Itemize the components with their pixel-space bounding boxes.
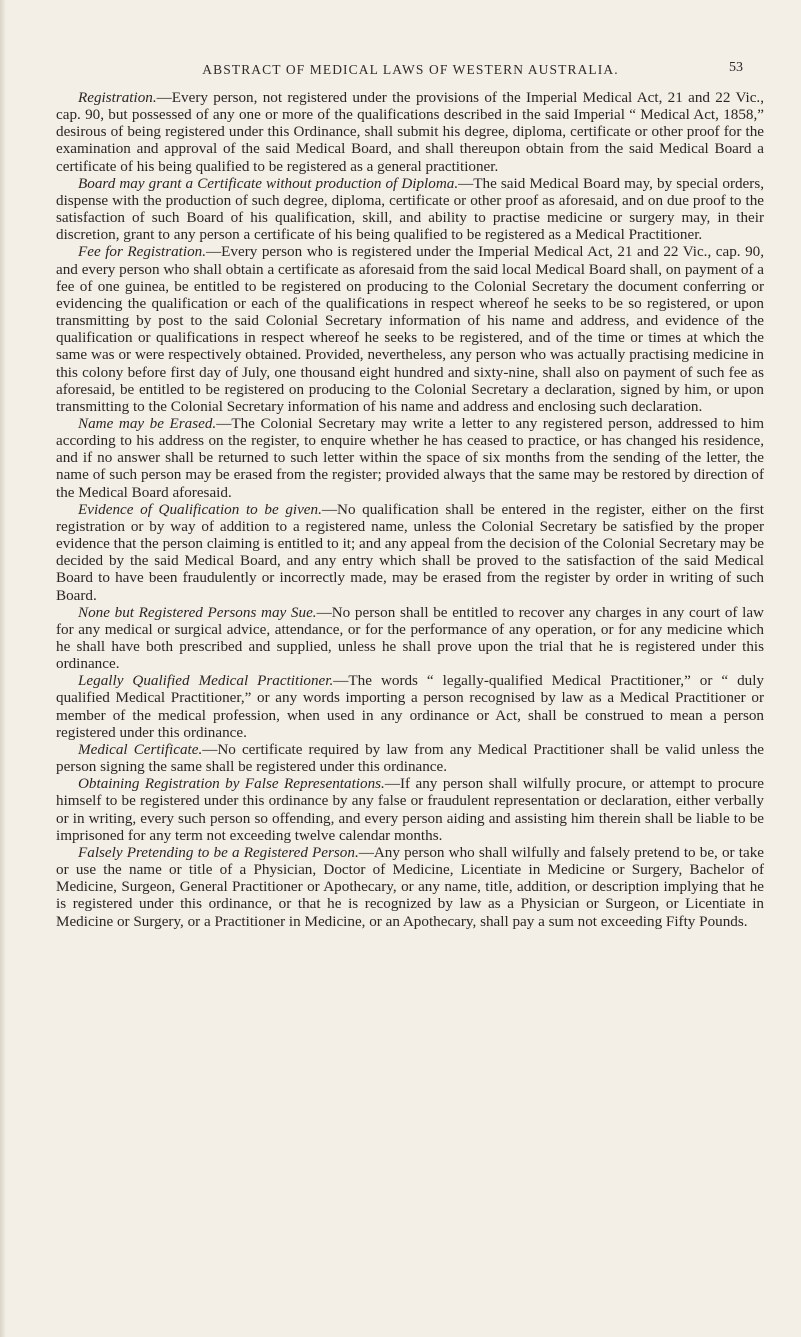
section-text: Every person who is registered under the Imperial Medical Act, 21 and 22 Vic., cap. 90, and every person who shall obtain a certificate as aforesaid from the said local Medical Board shall, on payment of a fee of one guinea, be entitled to be registered on producing to the Colonial Secretary the document conferring or evidencing the qualification or each of the qualifications in respect whereof he seeks to be so registered, or upon transmitting by post to the said Colonial Secretary information of his name and address, and evidence of the qualification or qualifications in respect whereof he seeks to be registered, and of the time or times at which the same was or were respectively obtained. Provided, nevertheless, any person who was actually practising medicine in this colony before first day of July, one thousand eight hundred and sixty-nine, shall also on payment of such fee as aforesaid, be entitled to be registered on producing to the Colonial Secretary a declaration, signed by him, or upon transmitting to the Colonial Secretary information of his name and address and enclosing such declaration. (56, 243, 764, 415)
section-text: No person shall be entitled to recover any charges in any court of law for any medical or surgical advice, attendance, or for the performance of any operation, or for any medicine which he shall have both prescribed and supplied, unless he shall prove upon the trial that he is registered under this ordinance. (56, 603, 764, 673)
page-edge-shadow (0, 0, 6, 1337)
page-number: 53 (729, 60, 743, 75)
section-heading: Name may be Erased. (78, 414, 217, 432)
section-text: Every person, not registered under the provisions of the Imperial Medical Act, 21 and 22 Vic., cap. 90, but possessed of any one or more of the qualifications described in the said Imperial “ Medical Act, 1858,” desirous of being registered under this Ordinance, shall submit his degree, diploma, certificate or other proof for the examination and approval of the said Medical Board, and shall thereupon obtain from the said Medical Board a certificate of his being qualified to be registered as a general practitioner. (56, 89, 764, 175)
section-fee-for-registration: Fee for Registration.—Every person who is registered under the Imperial Medical Act, 21 and 22 Vic., cap. 90, and every person who shall obtain a certificate as aforesaid from the said local Medical Board shall, on payment of a fee of one guinea, be entitled to be registered on producing to the Colonial Secretary the document conferring or evidencing the qualification or each of the qualifications in respect whereof he seeks to be so registered, or upon transmitting by post to the said Colonial Secretary information of his name and address, and evidence of the qualification or qualifications in respect whereof he seeks to be registered, and of the time or times at which the same was or were respectively obtained. Provided, nevertheless, any person who was actually practising medicine in this colony before first day of July, one thousand eight hundred and sixty-nine, shall also on payment of such fee as aforesaid, be entitled to be registered on producing to the Colonial Secretary a declaration, signed by him, or upon transmitting to the Colonial Secretary information of his name and address and enclosing such declaration. (56, 243, 764, 415)
section-legally-qualified: Legally Qualified Medical Practitioner.—The words “ legally-qualified Medical Practitioner,” or “ duly qualified Medical Practitioner,” or any words importing a person recognised by law as a Medical Practitioner or member of the medical profession, when used in any ordinance or Act, shall be construed to mean a person registered under this ordinance. (56, 672, 764, 741)
section-text: The words “ legally-qualified Medical Practitioner,” or “ duly qualified Medical Practitioner,” or any words importing a person recognised by law as a Medical Practitioner or member of the medical profession, when used in any ordinance or Act, shall be construed to mean a person registered under this ordinance. (56, 672, 764, 741)
section-text: If any person shall wilfully procure, or attempt to procure himself to be registered under this ordinance by any false or fraudulent representation or declaration, either verbally or in writing, every such person so offending, and every person aiding and assisting him therein shall be liable to be imprisoned for any term not exceeding twelve calendar months. (56, 775, 764, 844)
section-heading: Legally Qualified Medical Practitioner. (78, 672, 334, 690)
section-heading: Obtaining Registration by False Representations. (78, 775, 385, 793)
section-text: No certificate required by law from any Medical Practitioner shall be valid unless the person signing the same shall be registered under this ordinance. (56, 740, 764, 776)
section-heading: None but Registered Persons may Sue. (78, 603, 317, 621)
section-heading: Board may grant a Certificate without production of Diploma. (78, 174, 459, 192)
section-registered-persons-sue: None but Registered Persons may Sue.—No person shall be entitled to recover any charges in any court of law for any medical or surgical advice, attendance, or for the performance of any operation, or for any medicine which he shall have both prescribed and supplied, unless he shall prove upon the trial that he is registered under this ordinance. (56, 603, 764, 673)
document-body (56, 89, 764, 930)
section-heading: Medical Certificate. (78, 740, 203, 758)
section-text: The said Medical Board may, by special orders, dispense with the production of such degree, diploma, certificate or other proof as aforesaid, and on due proof to the satisfaction of such Board of his qualification, skill, and ability to practise medicine or surgery may, in their discretion, grant to any person a certificate of his being qualified to be registered as a Medical Practitioner. (56, 174, 764, 244)
section-text: Any person who shall wilfully and falsely pretend to be, or take or use the name or title of a Physician, Doctor of Medicine, Licentiate in Medicine or Surgery, Bachelor of Medicine, Surgeon, General Practitioner or Apothecary, or any name, title, addition, or description implying that he is registered under this ordinance, or that he is recognized by law as a Physician or Surgeon, or Licentiate in Medicine or Surgery, or a Practitioner in Medicine, or an Apothecary, shall pay a sum not exceeding Fifty Pounds. (56, 843, 764, 930)
section-name-erased: Name may be Erased.—The Colonial Secretary may write a letter to any registered person, addressed to him according to his address on the register, to enquire whether he has ceased to practice, or has changed his residence, and if no answer shall be returned to such letter within the space of six months from the sending of the letter, the name of such person may be erased from the register; provided always that the same may be restored by direction of the Medical Board aforesaid. (56, 414, 764, 501)
section-certificate-without-diploma: Board may grant a Certificate without production of Diploma.—The said Medical Board may, by special orders, dispense with the production of such degree, diploma, certificate or other proof as aforesaid, and on due proof to the satisfaction of such Board of his qualification, skill, and ability to practise medicine or surgery may, in their discretion, grant to any person a certificate of his being qualified to be registered as a Medical Practitioner. (56, 174, 764, 244)
section-falsely-pretending: Falsely Pretending to be a Registered Person.—Any person who shall wilfully and falsely pretend to be, or take or use the name or title of a Physician, Doctor of Medicine, Licentiate in Medicine or Surgery, Bachelor of Medicine, Surgeon, General Practitioner or Apothecary, or any name, title, addition, or description implying that he is registered under this ordinance, or that he is recognized by law as a Physician or Surgeon, or Licentiate in Medicine or Surgery, or a Practitioner in Medicine, or an Apothecary, shall pay a sum not exceeding Fifty Pounds. (56, 843, 764, 930)
section-heading: Fee for Registration. (78, 243, 207, 261)
section-text: No qualification shall be entered in the register, either on the first registration or by way of addition to a registered name, unless the Colonial Secretary be satisfied by the proper evidence that the person claiming is entitled to it; and any appeal from the decision of the Colonial Secretary may be decided by the said Medical Board, and any entry which shall be proved to the satisfaction of the said Medical Board to have been fraudulently or incorrectly made, may be erased from the register by order in writing of such Board. (56, 500, 764, 604)
section-false-representations: Obtaining Registration by False Representations.—If any person shall wilfully procure, or attempt to procure himself to be registered under this ordinance by any false or fraudulent representation or declaration, either verbally or in writing, every such person so offending, and every person aiding and assisting him therein shall be liable to be imprisoned for any term not exceeding twelve calendar months. (56, 775, 764, 844)
section-heading: Registration. (78, 89, 157, 106)
section-registration: Registration.—Every person, not registered under the provisions of the Imperial Medical Act, 21 and 22 Vic., cap. 90, but possessed of any one or more of the qualifications described in the said Imperial “ Medical Act, 1858,” desirous of being registered under this Ordinance, shall submit his degree, diploma, certificate or other proof for the examination and approval of the said Medical Board, and shall thereupon obtain from the said Medical Board a certificate of his being qualified to be registered as a general practitioner. (56, 89, 764, 175)
running-title: ABSTRACT OF MEDICAL LAWS OF WESTERN AUSTRALIA. (202, 62, 619, 77)
section-heading: Falsely Pretending to be a Registered Person. (78, 843, 359, 861)
section-heading: Evidence of Qualification to be given. (78, 500, 322, 518)
section-medical-certificate: Medical Certificate.—No certificate required by law from any Medical Practitioner shall be valid unless the person signing the same shall be registered under this ordinance. (56, 740, 764, 776)
section-evidence-of-qualification: Evidence of Qualification to be given.—No qualification shall be entered in the register, either on the first registration or by way of addition to a registered name, unless the Colonial Secretary be satisfied by the proper evidence that the person claiming is entitled to it; and any appeal from the decision of the Colonial Secretary may be decided by the said Medical Board, and any entry which shall be proved to the satisfaction of the said Medical Board to have been fraudulently or incorrectly made, may be erased from the register by order in writing of such Board. (56, 500, 764, 604)
section-text: The Colonial Secretary may write a letter to any registered person, addressed to him according to his address on the register, to enquire whether he has ceased to practice, or has changed his residence, and if no answer shall be returned to such letter within the space of six months from the sending of the letter, the name of such person may be erased from the register; provided always that the same may be restored by direction of the Medical Board aforesaid. (56, 414, 764, 501)
